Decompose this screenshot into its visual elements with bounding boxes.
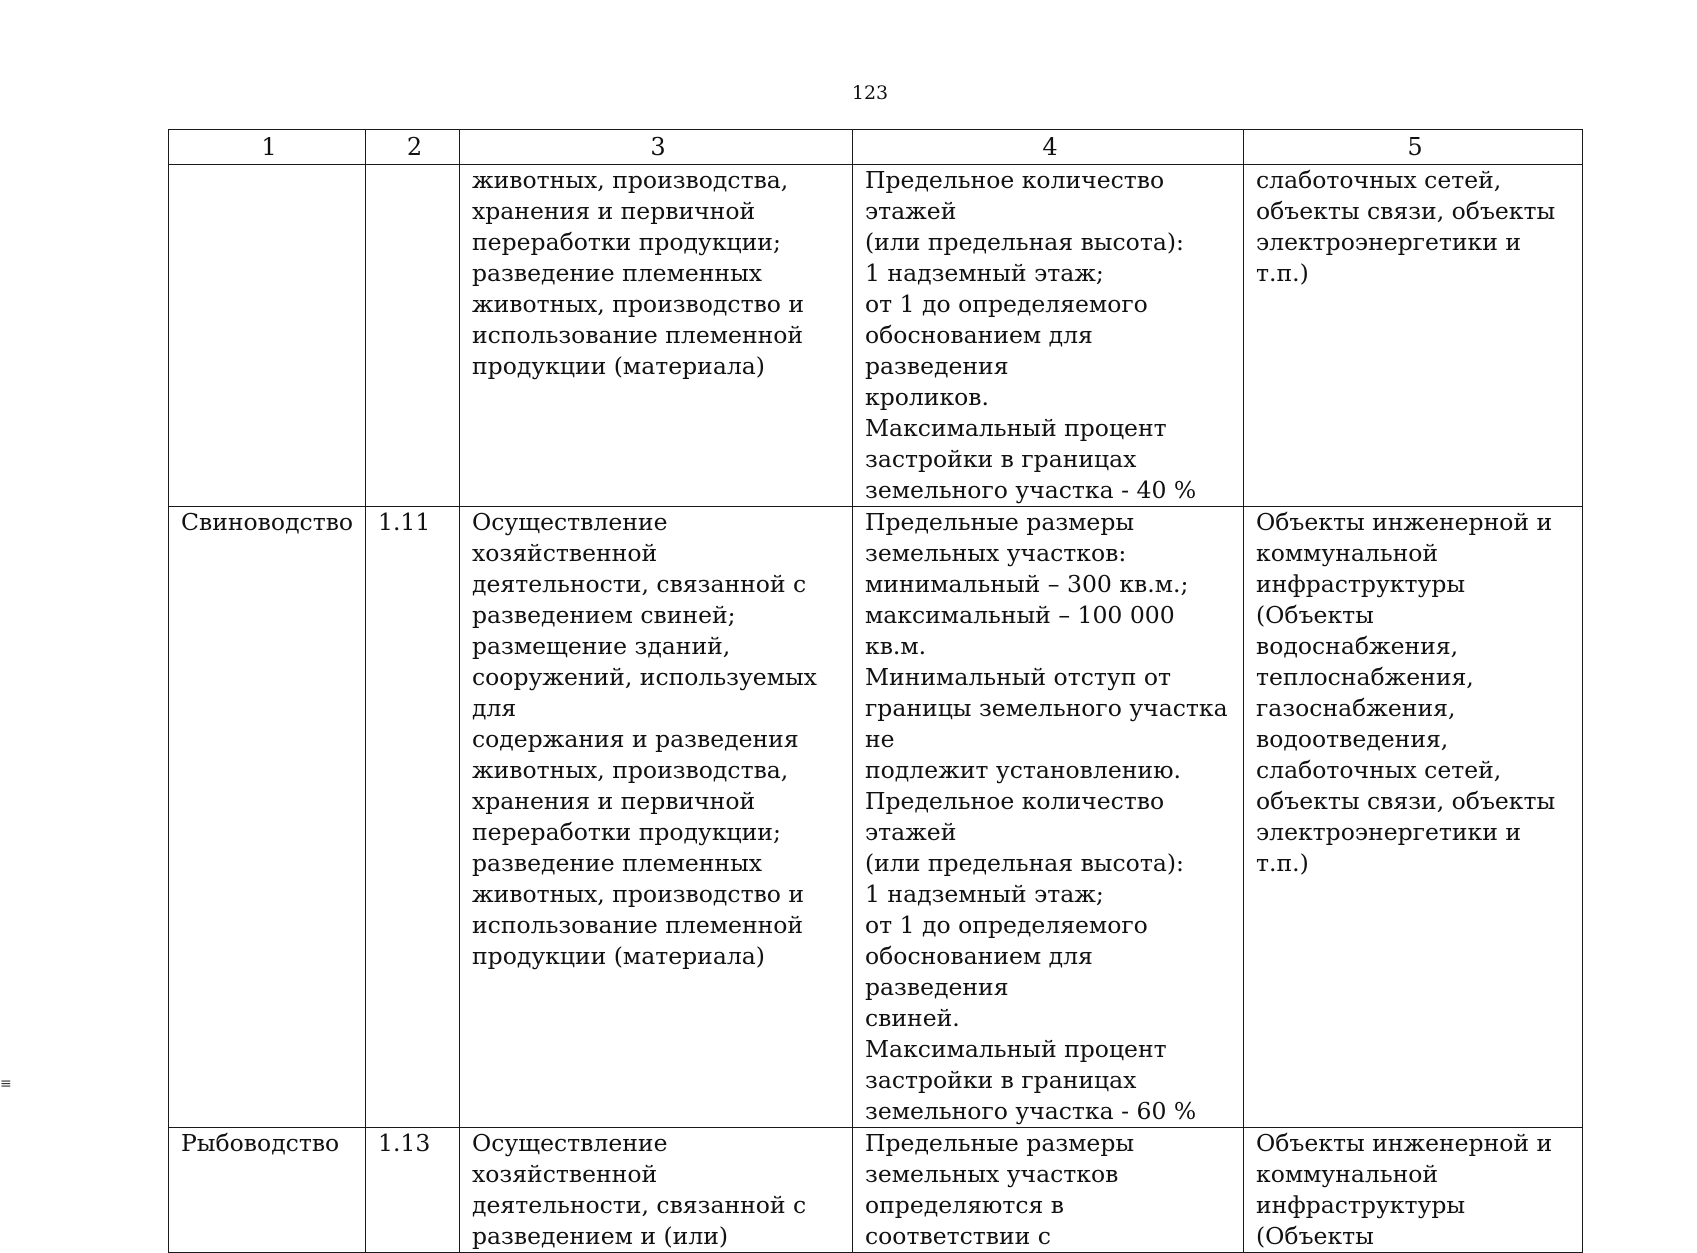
use-name-cell (169, 507, 366, 1128)
use-description: Осуществление хозяйственной деятельности, связанной с разведением свиней; размещение зданий, сооружений, используемых для содержания и разведения животных, производства, хранения и первичной переработки продукции; разведение племенных животных, производство и использование племенной продукции (материала) (472, 508, 817, 970)
header-col-5: 5 (1244, 130, 1583, 165)
use-objects: Объекты инженерной и коммунальной инфраструктуры (Объекты водоснабжения, теплоснабжения, газоснабжения, водоотведения, слаботочных сетей, объекты связи, объекты электроэнергетики и т.п.) (1256, 508, 1556, 877)
use-objects: слаботочных сетей, объекты связи, объекты электроэнергетики и т.п.) (1256, 166, 1556, 287)
table-header (169, 130, 1583, 165)
use-objects-cell (1244, 165, 1583, 507)
use-description-cell (460, 165, 853, 507)
land-use-table (168, 129, 1583, 1253)
header-row (169, 130, 1583, 165)
use-parameters: Предельное количество этажей (или предельная высота): 1 надземный этаж; от 1 до определяемого обоснованием для разведения кроликов. Максимальный процент застройки в границах земельного участка - 40 % (865, 166, 1197, 504)
use-name-cell (169, 1128, 366, 1253)
use-code: 1.13 (378, 1129, 431, 1157)
use-code-cell (366, 165, 460, 507)
use-description-cell (460, 1128, 853, 1253)
use-parameters-cell (853, 1128, 1244, 1253)
use-name: Свиноводство (181, 508, 354, 536)
use-parameters: Предельные размеры земельных участков: минимальный – 300 кв.м.; максимальный – 100 000 кв.м. Минимальный отступ от границы земельного участка не подлежит установлению. Предельное количество этажей (или предельная высота): 1 надземный этаж; от 1 до определяемого обоснованием для разведения свиней. Максимальный процент застройки в границах земельного участка - 60 % (865, 508, 1228, 1125)
use-code-cell (366, 507, 460, 1128)
table-body (169, 165, 1583, 1253)
margin-scan-marks: ≡ (0, 1076, 12, 1092)
use-name: Рыбоводство (181, 1129, 340, 1157)
table-row (169, 507, 1583, 1128)
use-code: 1.11 (378, 508, 431, 536)
use-parameters-cell (853, 507, 1244, 1128)
use-objects-cell (1244, 1128, 1583, 1253)
header-col-1: 1 (169, 130, 366, 165)
use-objects: Объекты инженерной и коммунальной инфраструктуры (Объекты (1256, 1129, 1553, 1250)
table-row (169, 165, 1583, 507)
page-number: 123 (851, 82, 889, 104)
table-row (169, 1128, 1583, 1253)
use-code-cell (366, 1128, 460, 1253)
header-col-2: 2 (366, 130, 460, 165)
use-objects-cell (1244, 507, 1583, 1128)
use-name-cell (169, 165, 366, 507)
use-description: Осуществление хозяйственной деятельности, связанной с разведением и (или) (472, 1129, 807, 1250)
header-col-4: 4 (853, 130, 1244, 165)
use-description: животных, производства, хранения и первичной переработки продукции; разведение племенных животных, производство и использование племенной продукции (материала) (472, 166, 805, 380)
use-parameters: Предельные размеры земельных участков определяются в соответствии с (865, 1129, 1135, 1250)
use-description-cell (460, 507, 853, 1128)
use-parameters-cell (853, 165, 1244, 507)
header-col-3: 3 (460, 130, 853, 165)
